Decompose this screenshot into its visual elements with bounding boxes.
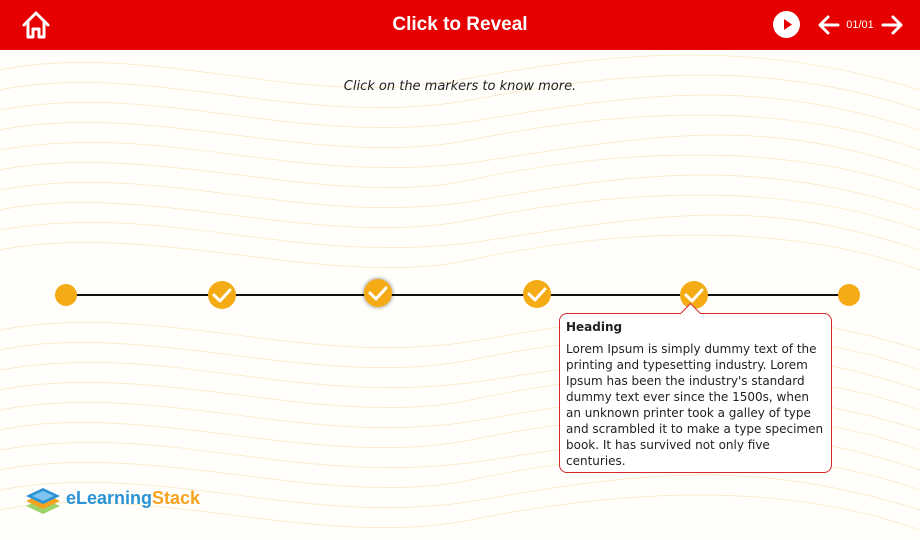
page-counter: 01/01 — [846, 19, 874, 31]
timeline-marker-2[interactable] — [208, 281, 236, 309]
play-button[interactable] — [773, 11, 800, 38]
timeline-marker-6[interactable] — [838, 284, 860, 306]
next-button[interactable] — [880, 13, 904, 37]
arrow-left-icon — [817, 13, 841, 37]
logo-text-part1: eLearning — [66, 488, 153, 508]
timeline-marker-3[interactable] — [364, 279, 392, 307]
stack-logo-icon — [24, 484, 62, 516]
popup-body: Lorem Ipsum is simply dummy text of the printing and typesetting industry. Lorem Ipsum has been the industry's standard dummy text ever since the 1500s, when an unknown printer took a galley of type and scrambled it to make a type specimen book. It has survived not only five centuries. — [566, 342, 824, 468]
timeline-marker-5[interactable] — [680, 281, 708, 309]
timeline-marker-1[interactable] — [55, 284, 77, 306]
arrow-right-icon — [880, 13, 904, 37]
page-title: Click to Reveal — [392, 14, 528, 35]
play-icon — [773, 11, 800, 38]
brand-logo — [24, 484, 224, 518]
info-popup — [559, 313, 832, 473]
previous-button[interactable] — [817, 13, 841, 37]
logo-text — [66, 488, 200, 509]
instruction-text: Click on the markers to know more. — [343, 79, 577, 94]
timeline-marker-4[interactable] — [523, 280, 551, 308]
header-bar — [0, 0, 920, 50]
logo-text-part2: Stack — [152, 488, 201, 508]
popup-heading: Heading — [566, 320, 623, 334]
